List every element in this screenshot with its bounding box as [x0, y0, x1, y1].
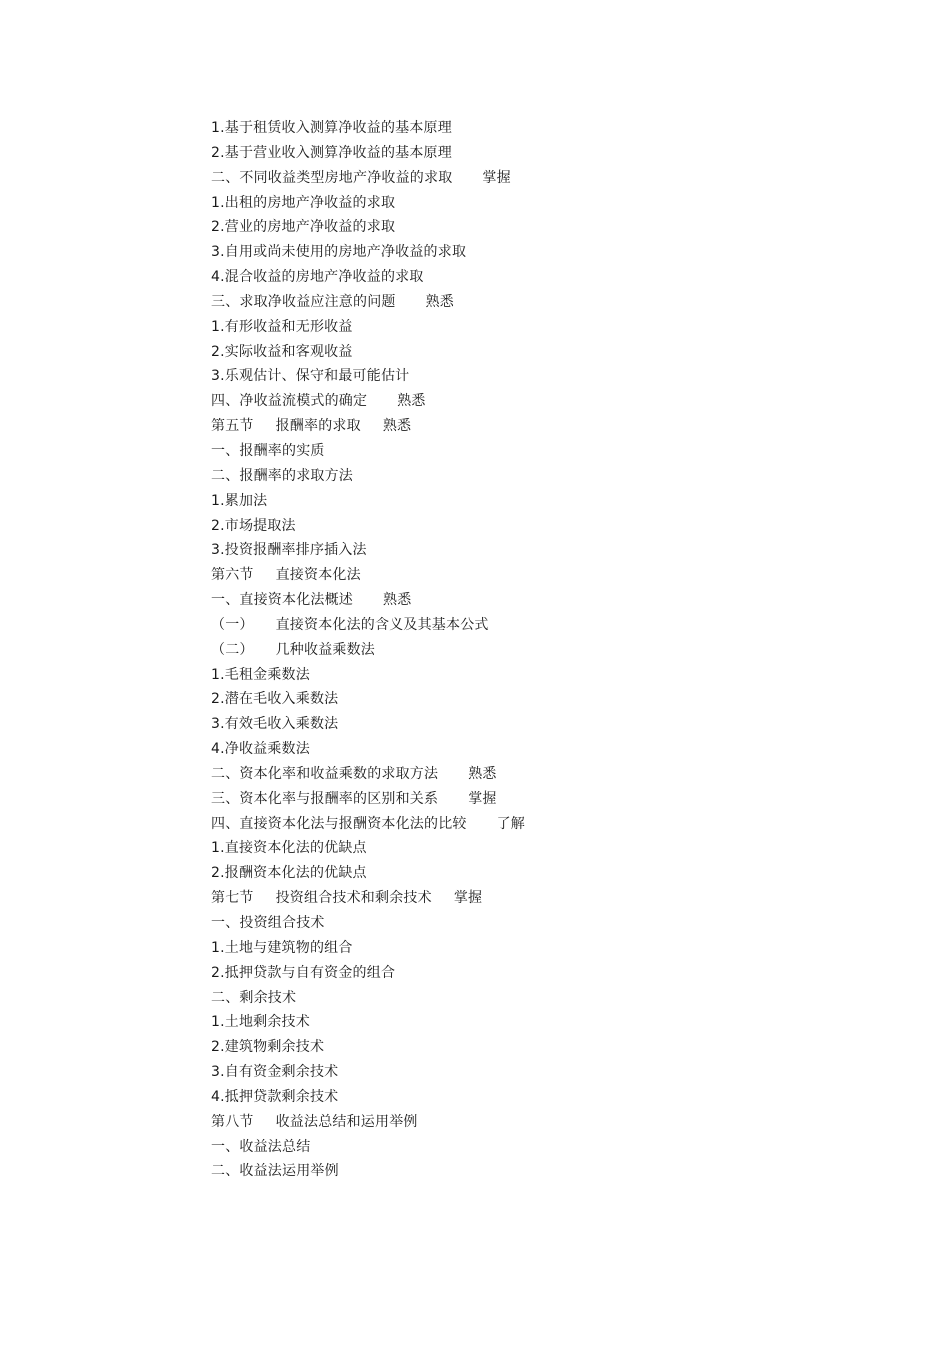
outline-line — [211, 538, 891, 563]
outline-line — [211, 737, 891, 762]
outline-text: 3.乐观估计、保守和最可能估计 — [211, 368, 410, 385]
outline-text: 三、资本化率与报酬率的区别和关系 — [211, 790, 439, 807]
outline-text: 4.抵押贷款剩余技术 — [211, 1088, 339, 1105]
outline-line — [211, 215, 891, 240]
outline-text: 第七节 — [211, 890, 254, 907]
requirement-level: 熟悉 — [382, 418, 412, 435]
outline-text: 2.市场提取法 — [211, 517, 296, 534]
outline-text: （一） — [211, 616, 254, 633]
outline-text: 第五节 — [211, 418, 254, 435]
outline-line — [211, 1085, 891, 1110]
outline-text: 四、净收益流模式的确定 — [211, 393, 368, 410]
outline-text: 1.出租的房地产净收益的求取 — [211, 194, 396, 211]
outline-text: 1.毛租金乘数法 — [211, 666, 310, 683]
outline-text: 1.累加法 — [211, 492, 268, 509]
outline-text: 一、直接资本化法概述 — [211, 592, 353, 609]
requirement-level: 掌握 — [468, 790, 497, 807]
outline-line — [211, 389, 891, 414]
outline-line — [211, 1010, 891, 1035]
outline-line — [211, 191, 891, 216]
outline-subtitle: 收益法总结和运用举例 — [275, 1113, 418, 1130]
outline-text: 第六节 — [211, 567, 254, 584]
requirement-level: 熟悉 — [468, 765, 497, 782]
outline-line — [211, 687, 891, 712]
outline-text: 二、剩余技术 — [211, 989, 297, 1006]
outline-line — [211, 638, 891, 663]
outline-line — [211, 116, 891, 141]
outline-line — [211, 364, 891, 389]
outline-line — [211, 663, 891, 688]
outline-text: 二、不同收益类型房地产净收益的求取 — [211, 169, 453, 186]
outline-line — [211, 886, 891, 911]
document-body — [211, 116, 891, 1184]
outline-subtitle: 几种收益乘数法 — [275, 641, 376, 658]
outline-text: 2.实际收益和客观收益 — [211, 343, 353, 360]
outline-line — [211, 588, 891, 613]
outline-line — [211, 961, 891, 986]
outline-line — [211, 340, 891, 365]
outline-line — [211, 315, 891, 340]
outline-line — [211, 836, 891, 861]
outline-line — [211, 762, 891, 787]
outline-text: 一、报酬率的实质 — [211, 442, 325, 459]
outline-line — [211, 861, 891, 886]
outline-text: 1.基于租赁收入测算净收益的基本原理 — [211, 120, 452, 136]
outline-text: 4.净收益乘数法 — [211, 741, 310, 758]
outline-subtitle: 报酬率的求取 — [275, 418, 361, 435]
outline-line — [211, 812, 891, 837]
outline-line — [211, 1135, 891, 1160]
outline-line — [211, 712, 891, 737]
outline-text: 二、收益法运用举例 — [211, 1163, 339, 1180]
outline-line — [211, 464, 891, 489]
outline-line — [211, 265, 891, 290]
outline-line — [211, 1159, 891, 1184]
outline-text: 3.投资报酬率排序插入法 — [211, 542, 367, 559]
outline-line — [211, 240, 891, 265]
outline-text: 三、求取净收益应注意的问题 — [211, 293, 396, 310]
outline-line — [211, 936, 891, 961]
outline-line — [211, 1060, 891, 1085]
outline-line — [211, 787, 891, 812]
outline-text: 4.混合收益的房地产净收益的求取 — [211, 269, 424, 286]
outline-text: 2.建筑物剩余技术 — [211, 1039, 325, 1056]
requirement-level: 了解 — [496, 815, 526, 832]
outline-line — [211, 911, 891, 936]
outline-line — [211, 563, 891, 588]
outline-text: 2.潜在毛收入乘数法 — [211, 691, 339, 708]
requirement-level: 熟悉 — [383, 592, 412, 609]
outline-text: 3.自用或尚未使用的房地产净收益的求取 — [211, 244, 467, 261]
outline-text: 第八节 — [211, 1113, 254, 1130]
outline-line — [211, 141, 891, 166]
outline-line — [211, 514, 891, 539]
outline-text: 2.抵押贷款与自有资金的组合 — [211, 964, 396, 981]
outline-line — [211, 1110, 891, 1135]
outline-text: 2.营业的房地产净收益的求取 — [211, 219, 396, 236]
outline-text: 1.直接资本化法的优缺点 — [211, 840, 367, 857]
outline-text: （二） — [211, 641, 254, 658]
outline-text: 二、资本化率和收益乘数的求取方法 — [211, 765, 439, 782]
requirement-level: 熟悉 — [397, 393, 426, 410]
outline-subtitle: 投资组合技术和剩余技术 — [275, 890, 432, 907]
outline-subtitle: 直接资本化法 — [275, 567, 361, 584]
outline-text: 3.自有资金剩余技术 — [211, 1064, 339, 1081]
outline-line — [211, 166, 891, 191]
outline-line — [211, 439, 891, 464]
outline-text: 2.基于营业收入测算净收益的基本原理 — [211, 144, 452, 161]
outline-line — [211, 414, 891, 439]
requirement-level: 熟悉 — [425, 293, 455, 310]
outline-text: 一、投资组合技术 — [211, 915, 325, 931]
outline-text: 1.土地与建筑物的组合 — [211, 939, 353, 956]
outline-line — [211, 613, 891, 638]
requirement-level: 掌握 — [482, 169, 511, 186]
outline-text: 一、收益法总结 — [211, 1138, 311, 1155]
outline-text: 二、报酬率的求取方法 — [211, 467, 353, 484]
outline-line — [211, 489, 891, 514]
outline-text: 3.有效毛收入乘数法 — [211, 716, 339, 733]
outline-line — [211, 1035, 891, 1060]
outline-text: 四、直接资本化法与报酬资本化法的比较 — [211, 815, 467, 832]
outline-text: 2.报酬资本化法的优缺点 — [211, 865, 367, 882]
requirement-level: 掌握 — [453, 890, 483, 907]
outline-line — [211, 986, 891, 1011]
outline-text: 1.土地剩余技术 — [211, 1014, 310, 1031]
outline-subtitle: 直接资本化法的含义及其基本公式 — [275, 616, 489, 633]
outline-line — [211, 290, 891, 315]
outline-text: 1.有形收益和无形收益 — [211, 318, 353, 335]
